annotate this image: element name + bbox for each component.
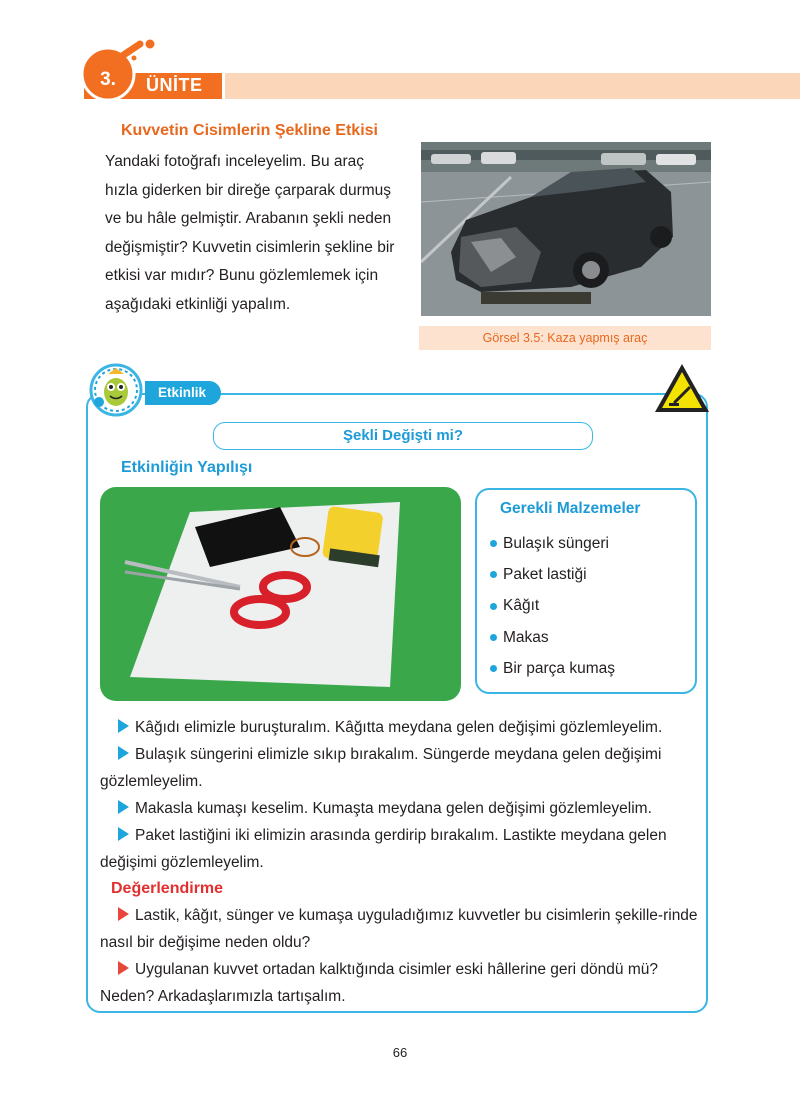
bullet-icon bbox=[490, 665, 497, 672]
intro-line: hızla giderken bir direğe çarparak durmuş bbox=[105, 181, 392, 199]
activity-tab-label: Etkinlik bbox=[158, 385, 207, 400]
unit-label: ÜNİTE bbox=[146, 75, 203, 95]
materials-item bbox=[490, 622, 615, 653]
howto-heading: Etkinliğin Yapılışı bbox=[121, 459, 253, 476]
evaluation-item bbox=[100, 956, 698, 1010]
warning-icon bbox=[653, 362, 711, 414]
section-title: Kuvvetin Cisimlerin Şekline Etkisi bbox=[121, 122, 378, 139]
play-arrow-icon bbox=[118, 719, 129, 733]
photo-caption: Görsel 3.5: Kaza yapmış araç bbox=[482, 331, 648, 345]
activity-mascot-icon bbox=[86, 362, 152, 418]
evaluation-questions bbox=[100, 902, 698, 1010]
materials-list bbox=[490, 528, 615, 684]
step-text: Paket lastiğini iki elimizin arasında gerdirip bırakalım. Lastikte meydana gelen değişimi gözlemleyelim. bbox=[100, 827, 667, 871]
evaluation-text: Lastik, kâğıt, sünger ve kumaşa uyguladığımız kuvvetler bu cisimlerin şekille-rinde nasıl bir değişime neden oldu? bbox=[100, 907, 698, 951]
materials-item bbox=[490, 528, 615, 559]
step-item bbox=[100, 714, 698, 741]
play-arrow-icon bbox=[118, 800, 129, 814]
activity-steps bbox=[100, 714, 698, 876]
materials-item-label: Makas bbox=[503, 628, 549, 646]
step-text: Kâğıdı elimizle buruşturalım. Kâğıtta meydana gelen değişimi gözlemleyelim. bbox=[135, 719, 663, 736]
intro-line: ve bu hâle gelmiştir. Arabanın şekli neden bbox=[105, 210, 392, 227]
step-item bbox=[100, 741, 698, 795]
bullet-icon bbox=[490, 571, 497, 578]
materials-item-label: Bulaşık süngeri bbox=[503, 534, 609, 552]
materials-item bbox=[490, 591, 615, 622]
step-text: Makasla kumaşı keselim. Kumaşta meydana gelen değişimi gözlemleyelim. bbox=[135, 800, 652, 817]
play-arrow-icon bbox=[118, 746, 129, 760]
intro-line: Yandaki fotoğrafı inceleyelim. Bu araç bbox=[105, 153, 365, 170]
materials-item bbox=[490, 559, 615, 590]
intro-paragraph bbox=[105, 148, 401, 319]
step-item bbox=[100, 795, 698, 822]
play-arrow-icon bbox=[118, 827, 129, 841]
bullet-icon bbox=[490, 540, 497, 547]
materials-item-label: Paket lastiği bbox=[503, 565, 587, 583]
bullet-icon bbox=[490, 634, 497, 641]
materials-item bbox=[490, 653, 615, 684]
bullet-icon bbox=[490, 603, 497, 610]
evaluation-text: Uygulanan kuvvet ortadan kalktığında cisimler eski hâllerine geri döndü mü? Neden? Arkadaşlarımızla tartışalım. bbox=[100, 961, 658, 1005]
page-number: 66 bbox=[392, 1045, 408, 1060]
step-item bbox=[100, 822, 698, 876]
crashed-car-photo bbox=[421, 142, 711, 316]
intro-line: etkisi var mıdır? Bunu gözlemlemek için bbox=[105, 267, 379, 284]
evaluation-item bbox=[100, 902, 698, 956]
play-arrow-icon bbox=[118, 907, 129, 921]
materials-photo bbox=[100, 487, 461, 701]
unit-header-band bbox=[225, 73, 800, 99]
materials-item-label: Bir parça kumaş bbox=[503, 659, 615, 677]
play-arrow-icon bbox=[118, 961, 129, 975]
step-text: Bulaşık süngerini elimizle sıkıp bırakalım. Süngerde meydana gelen değişimi gözlemleyelim. bbox=[100, 746, 662, 790]
materials-title: Gerekli Malzemeler bbox=[500, 500, 641, 517]
activity-title: Şekli Değişti mi? bbox=[342, 427, 464, 444]
intro-line: değişmiştir? Kuvvetin cisimlerin şekline bir bbox=[105, 238, 395, 256]
intro-line: aşağıdaki etkinliği yapalım. bbox=[105, 295, 291, 313]
evaluation-heading: Değerlendirme bbox=[111, 880, 224, 897]
unit-number: 3. bbox=[100, 69, 116, 90]
materials-item-label: Kâğıt bbox=[503, 597, 540, 615]
